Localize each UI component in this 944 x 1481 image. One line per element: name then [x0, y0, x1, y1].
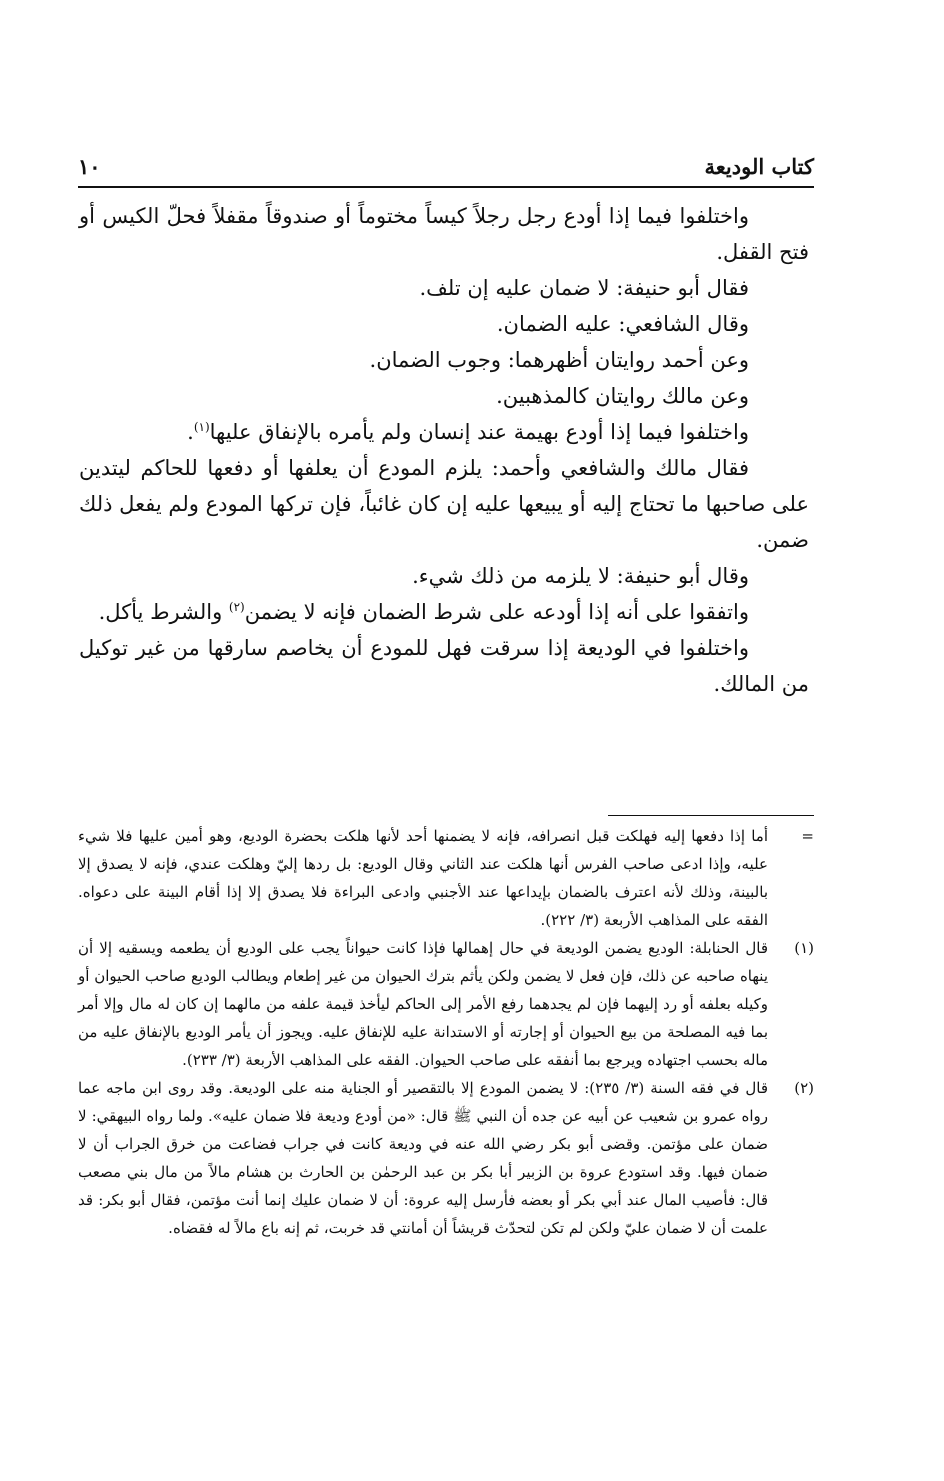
- paragraph: فقال مالك والشافعي وأحمد: يلزم المودع أن يعلفها أو دفعها للحاكم ليتدين على صاحبها ما تحتاج إليه أو يبيعها عليه إن كان غائباً، فإن تركها المودع ولم يفعل ذلك ضمن.: [79, 456, 809, 552]
- footnote-marker: (٢): [794, 1079, 814, 1097]
- paragraph: واختلفوا في الوديعة إذا سرقت فهل للمودع أن يخاصم سارقها من غير توكيل من المالك.: [79, 636, 809, 696]
- paragraph-end: .: [187, 420, 194, 444]
- footnotes: [78, 822, 814, 1242]
- header-rule: [78, 186, 814, 188]
- paragraph-text: والشرط يأكل.: [98, 600, 229, 624]
- paragraph: وقال الشافعي: عليه الضمان.: [496, 312, 749, 336]
- chapter-title: كتاب الوديعة: [704, 154, 814, 179]
- paragraph: [79, 594, 809, 630]
- page-number: ١٠: [78, 154, 101, 179]
- paragraph: فقال أبو حنيفة: لا ضمان عليه إن تلف.: [419, 276, 749, 300]
- footnote-marker: =: [801, 827, 814, 845]
- footnote-ref: (٢): [228, 600, 245, 614]
- paragraph-text: واختلفوا فيما إذا أودع بهيمة عند إنسان ولم يأمره بالإنفاق عليها: [209, 420, 749, 444]
- footnote-text: قال في فقه السنة (٣/ ٢٣٥): لا يضمن المودع إلا بالتقصير أو الجناية منه على الوديعة. وقد روى ابن ماجه عما رواه عمرو بن شعيب عن أبيه عن جده أن النبي ﷺ قال: «من أودع وديعة فلا ضمان عليه». ولما رواه البيهقي: لا ضمان على مؤتمن. وقضى أبو بكر رضي الله عنه في وديعة كانت في جراب فضاعت من خرق الجراب أن لا ضمان فيها. وقد استودع عروة بن الزبير أبا بكر بن عبد الرحمٰن بن الحارث بن هشام مالاً من مال بني مصعب قال: فأصيب المال عند أبي بكر أو بعضه فأرسل إليه عروة: أن لا ضمان عليك إنما أنت مؤتمن، فقال أبو بكر: قد علمت أن لا ضمان عليّ ولكن لم تكن لتحدّث قريشاً أن أمانتي قد خربت، ثم إنه باع مالاً له فقضاه.: [78, 1079, 768, 1237]
- footnote-marker: (١): [794, 939, 814, 957]
- footnote: [78, 1074, 814, 1242]
- paragraph-text: واتفقوا على أنه إذا أودعه على شرط الضمان فإنه لا يضمن: [244, 600, 749, 624]
- footnote: [78, 934, 814, 1074]
- footnote-text: قال الحنابلة: الوديع يضمن الوديعة في حال إهمالها فإذا كانت حيواناً يجب على الوديع أن يطعمه ويسقيه إلا أن ينهاه صاحبه عن ذلك، فإن فعل لا يضمن ولكن يأثم بترك الحيوان من غير إطعام ويطالب الوديع صاحب الحيوان أو وكيله بعلفه أو رد إليهما فإن لم يجدهما رفع الأمر إلى الحاكم ليأخذ قيمة علفه من مالهما إن كان له مال وإلا أمر بما فيه المصلحة من بيع الحيوان أو إجارته أو الاستدانة عليه للإنفاق عليه. ويجوز أن يأمر الوديع بالإنفاق عليه من ماله بحسب اجتهاده ويرجع بما أنفقه على صاحب الحيوان. الفقه على المذاهب الأربعة (٣/ ٢٣٣).: [78, 939, 768, 1069]
- running-header: [78, 150, 814, 184]
- paragraph: واختلفوا فيما إذا أودع رجل رجلاً كيساً مختوماً أو صندوقاً مقفلاً فحلّ الكيس أو فتح القفل.: [79, 204, 809, 264]
- main-text: [79, 198, 809, 702]
- paragraph: وعن أحمد روايتان أظهرهما: وجوب الضمان.: [369, 348, 749, 372]
- footnote-ref: (١): [193, 420, 210, 434]
- footnote-separator: [608, 815, 814, 816]
- paragraph: وعن مالك روايتان كالمذهبين.: [496, 384, 749, 408]
- paragraph: [79, 414, 809, 450]
- footnote: [78, 822, 814, 934]
- footnote-text: أما إذا دفعها إليه فهلكت قبل انصرافه، فإنه لا يضمنها أحد لأنها هلكت بحضرة الوديع، وهو أمين عليها فلا شيء عليه، وإذا ادعى صاحب الفرس أنها هلكت عند الثاني وقال الوديع: بل ردها إليّ وهلكت عندي، فإنه لا يصدق إلا بالبينة، وذلك لأنه اعترف بالضمان بإيداعها عند الأجنبي وادعى البراءة فلا يصدق إلا إذا أقام البينة على دعواه. الفقه على المذاهب الأربعة (٣/ ٢٢٢).: [78, 827, 768, 929]
- paragraph: وقال أبو حنيفة: لا يلزمه من ذلك شيء.: [412, 564, 749, 588]
